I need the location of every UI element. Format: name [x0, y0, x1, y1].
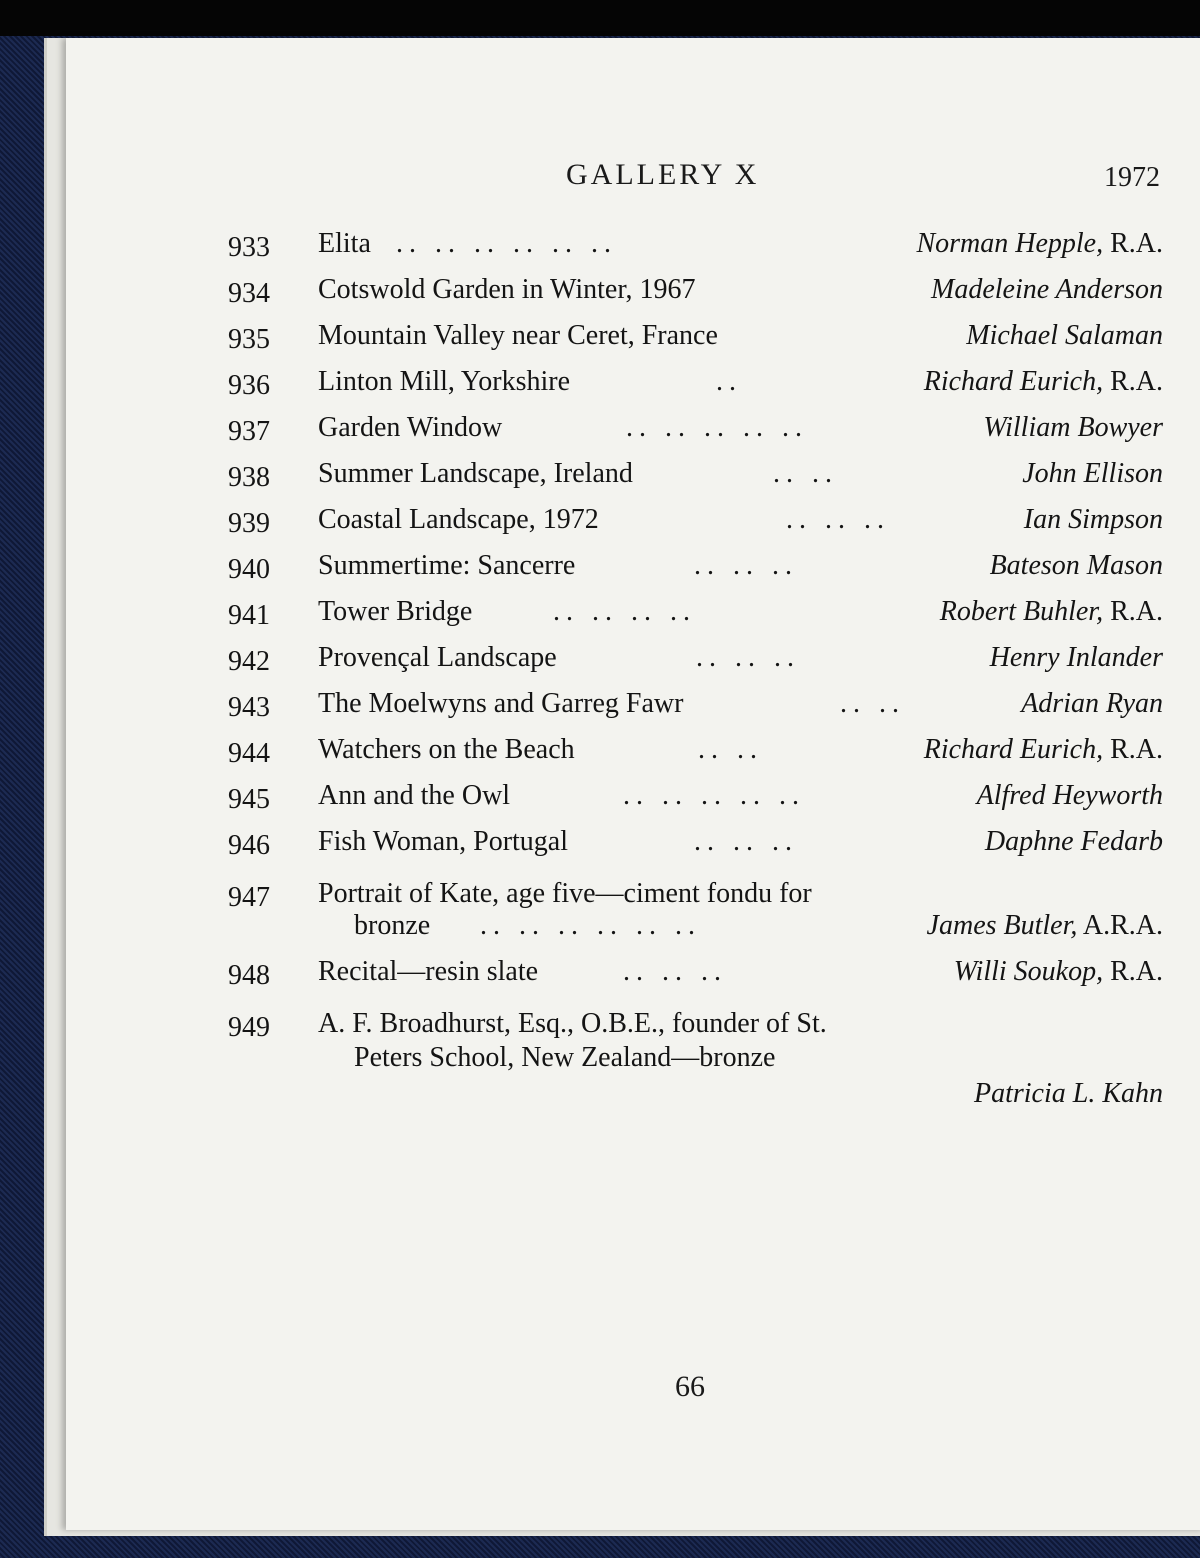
page-title: GALLERY X — [566, 158, 760, 191]
entry-title: Mountain Valley near Ceret, France — [318, 320, 718, 351]
entry-artist: William Bowyer — [983, 412, 1163, 443]
entry-number: 946 — [228, 830, 270, 861]
dot-leader: .. .. .. .. .. .. — [480, 910, 701, 941]
entry-937 — [228, 412, 1163, 452]
entry-number: 939 — [228, 508, 270, 539]
entry-948 — [228, 956, 1163, 996]
entry-943 — [228, 688, 1163, 728]
entry-artist: Alfred Heyworth — [976, 780, 1163, 811]
entry-949-line2: Peters School, New Zealand—bronze — [354, 1042, 776, 1073]
entry-number: 944 — [228, 738, 270, 769]
dot-leader: .. .. .. — [694, 550, 798, 581]
entry-936 — [228, 366, 1163, 406]
entry-title: Recital—resin slate — [318, 956, 539, 987]
dot-leader: .. .. — [773, 458, 838, 489]
entry-number: 948 — [228, 960, 270, 991]
entry-title: Ann and the Owl — [318, 780, 511, 811]
dot-leader: .. .. .. .. .. .. — [396, 228, 617, 259]
entry-number: 934 — [228, 278, 270, 309]
entry-title: A. F. Broadhurst, Esq., O.B.E., founder of St. — [318, 1008, 827, 1039]
entry-number: 938 — [228, 462, 270, 493]
entry-artist: Henry Inlander — [989, 642, 1163, 673]
entry-title: Watchers on the Beach — [318, 734, 575, 765]
entry-title: Elita — [318, 228, 371, 259]
entry-number: 941 — [228, 600, 270, 631]
dot-leader: .. .. .. .. .. — [626, 412, 808, 443]
entry-artist: Norman Hepple, R.A. — [916, 228, 1163, 259]
entry-939 — [228, 504, 1163, 544]
entry-946 — [228, 826, 1163, 866]
entry-artist: Willi Soukop, R.A. — [953, 956, 1163, 987]
entry-941 — [228, 596, 1163, 636]
entry-number: 933 — [228, 232, 270, 263]
entry-942 — [228, 642, 1163, 682]
entry-title: Summertime: Sancerre — [318, 550, 576, 581]
entry-title: Coastal Landscape, 1972 — [318, 504, 599, 535]
page-year: 1972 — [1104, 162, 1160, 193]
entry-artist: Richard Eurich, R.A. — [923, 734, 1163, 765]
entry-artist: Bateson Mason — [989, 550, 1163, 581]
entry-number: 937 — [228, 416, 270, 447]
entry-number: 943 — [228, 692, 270, 723]
entry-artist: Madeleine Anderson — [931, 274, 1163, 305]
entry-artist: John Ellison — [1022, 458, 1163, 489]
dot-leader: .. — [716, 366, 742, 397]
entry-artist: Michael Salaman — [966, 320, 1163, 351]
entry-934 — [228, 274, 1163, 314]
entry-artist: Richard Eurich, R.A. — [923, 366, 1163, 397]
entry-artist: Adrian Ryan — [1021, 688, 1163, 719]
entry-number: 935 — [228, 324, 270, 355]
dot-leader: .. .. .. .. .. — [623, 780, 805, 811]
entry-number: 940 — [228, 554, 270, 585]
top-edge — [0, 0, 1200, 36]
dot-leader: .. .. .. .. — [553, 596, 696, 627]
entry-title: Cotswold Garden in Winter, 1967 — [318, 274, 696, 305]
entry-935 — [228, 320, 1163, 360]
entry-title: Tower Bridge — [318, 596, 473, 627]
entry-artist: James Butler, A.R.A. — [926, 910, 1163, 941]
entry-number: 945 — [228, 784, 270, 815]
entry-949-artist: Patricia L. Kahn — [973, 1078, 1163, 1109]
entry-title: Provençal Landscape — [318, 642, 557, 673]
entry-938 — [228, 458, 1163, 498]
entry-title: Linton Mill, Yorkshire — [318, 366, 571, 397]
entry-artist: Daphne Fedarb — [984, 826, 1163, 857]
page-number: 66 — [675, 1370, 705, 1403]
dot-leader: .. .. .. — [786, 504, 890, 535]
entry-artist: Ian Simpson — [1023, 504, 1163, 535]
dot-leader: .. .. — [698, 734, 763, 765]
entry-number: 936 — [228, 370, 270, 401]
entry-number: 949 — [228, 1012, 270, 1043]
entry-940 — [228, 550, 1163, 590]
entry-title: Summer Landscape, Ireland — [318, 458, 633, 489]
entry-945 — [228, 780, 1163, 820]
dot-leader: .. .. — [840, 688, 905, 719]
dot-leader: .. .. .. — [623, 956, 727, 987]
entry-title: Garden Window — [318, 412, 503, 443]
dot-leader: .. .. .. — [694, 826, 798, 857]
entry-944 — [228, 734, 1163, 774]
entry-artist: Robert Buhler, R.A. — [939, 596, 1163, 627]
entry-title: Portrait of Kate, age five—ciment fondu for — [318, 878, 812, 909]
entry-title: Fish Woman, Portugal — [318, 826, 569, 857]
entry-number: 942 — [228, 646, 270, 677]
entry-number: 947 — [228, 882, 270, 913]
entry-title-continued: bronze — [354, 910, 431, 941]
entry-947-line2 — [228, 910, 1163, 950]
dot-leader: .. .. .. — [696, 642, 800, 673]
entry-title: The Moelwyns and Garreg Fawr — [318, 688, 684, 719]
entry-933 — [228, 228, 1163, 268]
